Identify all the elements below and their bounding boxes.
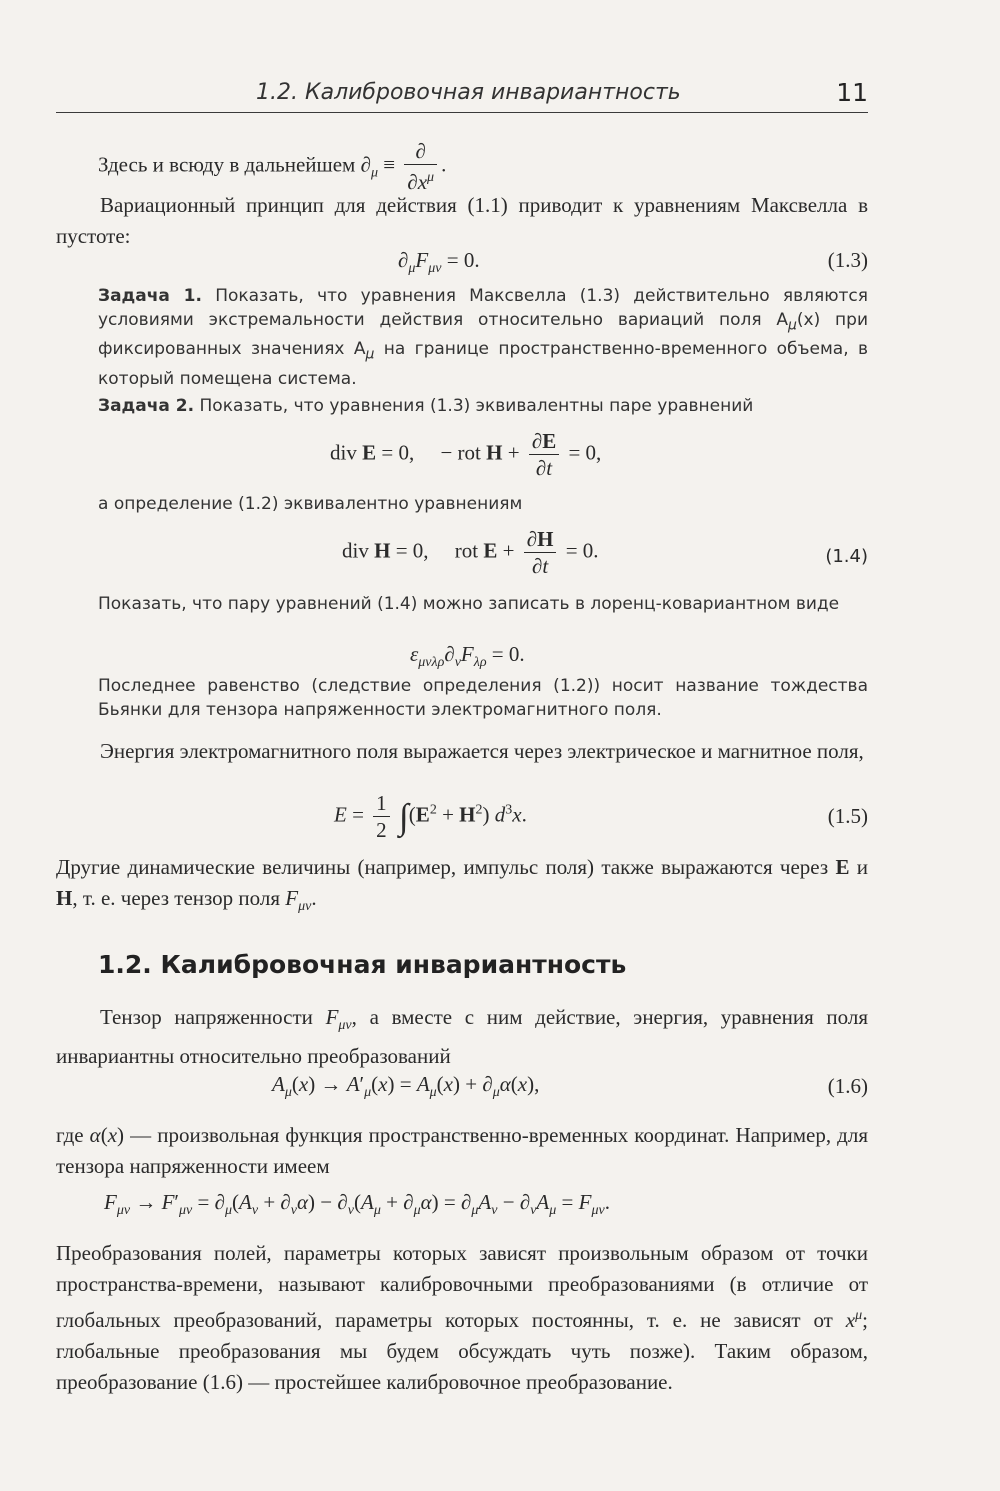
task-2-show: Показать, что пару уравнений (1.4) можно записать в лоренц-ковариантном виде — [98, 594, 840, 614]
paragraph-variational-principle: Вариационный принцип для действия (1.1) приводит к уравнениям Максвелла в пустоте: — [56, 193, 868, 248]
paragraph-derivative-notation: Здесь и всюду в дальнейшем $\partial_\mu$ ≡ $\frac{\partial}{\partial x^\mu}$ . — [98, 139, 447, 194]
equation-div-e: div E = 0, − rot H + $\frac{\partial E}{\partial t}$ = 0, — [330, 429, 602, 480]
equation-number-1-4: (1.4) — [825, 546, 868, 567]
running-title: 1.2. Калибровочная инвариантность — [256, 80, 681, 105]
equation-1-6: $A_\mu(x) \to A'_\mu(x) = A_\mu(x) + \partial_\mu\alpha(x)$, — [272, 1072, 540, 1101]
equation-1-5: E = $\frac{1}{2}$ $\int(E^2 + H^2)$ $d^3x$. — [334, 791, 527, 842]
paragraph-dynamic-quantities: Другие динамические величины (например, импульс поля) также выражаются через E и H, т. е. через тензор поля $F_{\mu\nu}$. — [56, 855, 868, 915]
task-1: Задача 1. Показать, что уравнения Максвелла (1.3) действительно являются условиями экстремальности действия относительно вариаций поля $A_\mu(x)$ при фиксированных значениях $A_\mu$ на границе пространственно-временного объема, в который помещена система. — [98, 286, 868, 389]
fraction-partial: $\frac{\partial}{\partial x^\mu}$ — [404, 138, 437, 195]
equation-1-3: $\partial_\mu F_{\mu\nu} = 0$. — [398, 248, 480, 277]
section-heading: 1.2. Калибровочная инвариантность — [98, 950, 627, 979]
equation-bianchi: $\varepsilon_{\mu\nu\lambda\rho}\partial_\nu F_{\lambda\rho} = 0$. — [410, 642, 525, 671]
task-2-after: а определение (1.2) эквивалентно уравнениям — [98, 494, 523, 514]
task-2-last: Последнее равенство (следствие определения (1.2)) носит название тождества Бьянки для тензора напряженности электромагнитного поля. — [98, 676, 868, 720]
page-number: 11 — [836, 78, 868, 107]
paragraph-tensor-invariance: Тензор напряженности $F_{\mu\nu}$, а вместе с ним действие, энергия, уравнения поля инвариантны относительно преобразований — [56, 1005, 869, 1069]
running-header — [56, 78, 868, 113]
equation-number-1-6: (1.6) — [827, 1074, 868, 1098]
equation-number-1-5: (1.5) — [827, 804, 868, 828]
paragraph-alpha-function: где α(x) — произвольная функция пространственно-временных координат. Например, для тензора напряженности имеем — [56, 1123, 868, 1178]
equation-1-4: div H = 0, rot E + $\frac{\partial H}{\partial t}$ = 0. — [342, 527, 599, 578]
equation-number-1-3: (1.3) — [827, 248, 868, 272]
paragraph-gauge-transformations: Преобразования полей, параметры которых зависят произвольным образом от точки пространства-времени, называют калибровочными преобразованиями (в отличие от глобальных преобразований, параметры которых постоянны, т. е. не зависят от $x^\mu$; глобальные преобразования мы будем обсуждать чуть позже). Таким образом, преобразование (1.6) — простейшее калибровочное преобразование. — [56, 1241, 868, 1394]
paragraph-energy: Энергия электромагнитного поля выражается через электрическое и магнитное поля, — [100, 739, 864, 763]
equation-tensor-transform: $F_{\mu\nu} \to F'_{\mu\nu} = \partial_\mu(A_\nu + \partial_\nu\alpha) - \partial_\nu(A_\mu + \partial_\mu\alpha) = \partial_\mu A_\nu - \partial_\nu A_\mu = F_{\mu\nu}$. — [104, 1190, 610, 1219]
task-2: Задача 2. Показать, что уравнения (1.3) эквивалентны паре уравнений — [98, 396, 754, 416]
